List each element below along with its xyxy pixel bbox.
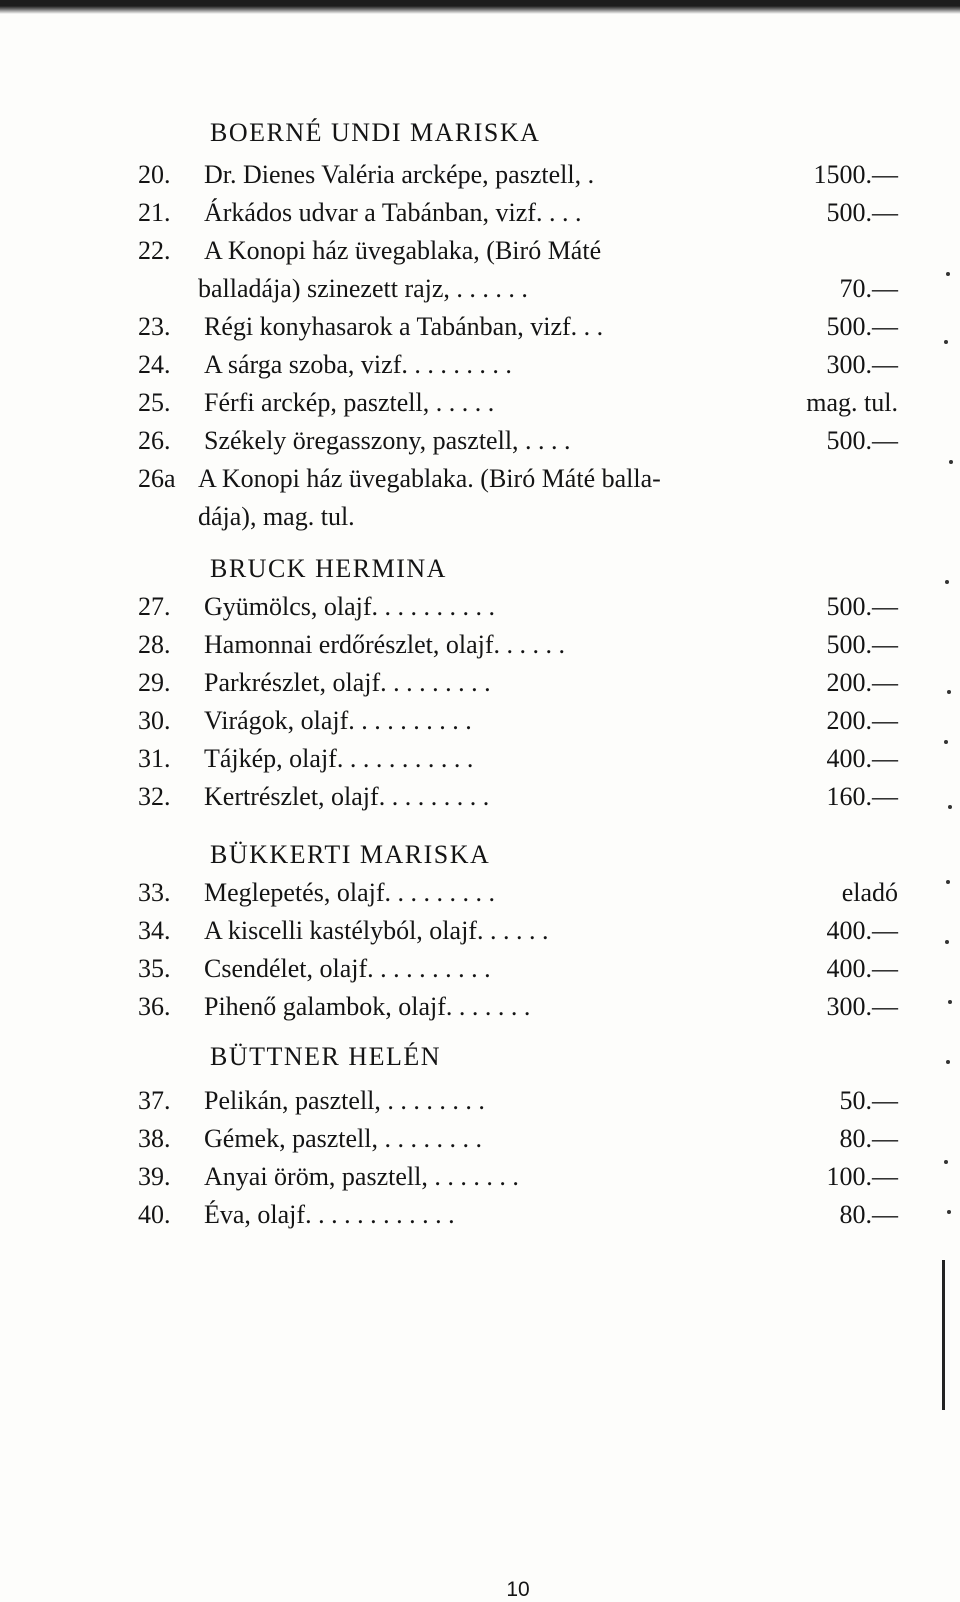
entry-price: 200.— [826,668,898,697]
entry-price: 500.— [826,198,898,227]
entry-title: Gyümölcs, olajf. . . . . . . . . . [204,592,496,621]
catalog-entry-continued [138,272,898,306]
catalog-entry [138,234,898,268]
entry-price: 160.— [826,782,898,811]
entry-title: A Konopi ház üvegablaka, (Biró Máté [204,236,602,265]
entry-price: 400.— [826,744,898,773]
entry-title: A kiscelli kastélyból, olajf. . . . . . [204,916,549,945]
entry-price: 500.— [826,312,898,341]
catalog-entry [138,952,898,986]
entry-number: 34. [138,916,171,945]
catalog-entry [138,666,898,700]
entry-price: eladó [841,878,898,907]
page-number: 10 [506,1578,530,1601]
catalog-entry [138,590,898,624]
entry-number: 26. [138,426,171,455]
entry-title: Anyai öröm, pasztell, . . . . . . . [204,1162,519,1191]
entry-title: A sárga szoba, vizf. . . . . . . . . [204,350,512,379]
catalog-entry [138,1198,898,1232]
entry-title: Tájkép, olajf. . . . . . . . . . . [204,744,474,773]
section-heading: BÜTTNER HELÉN [210,1042,442,1071]
section-heading: BÜKKERTI MARISKA [210,840,491,869]
entry-title: Régi konyhasarok a Tabánban, vizf. . . [204,312,604,341]
entry-number: 35. [138,954,171,983]
entry-title: Pelikán, pasztell, . . . . . . . . [204,1086,485,1115]
entry-title-continued: balladája) szinezett rajz, . . . . . . [198,274,528,303]
catalog-entry [138,914,898,948]
scan-edge-mark [942,1260,945,1410]
entry-number: 39. [138,1162,171,1191]
catalog-entry [138,1160,898,1194]
entry-title: Árkádos udvar a Tabánban, vizf. . . . [204,198,582,227]
entry-title: A Konopi ház üvegablaka. (Biró Máté balla- [198,464,661,493]
catalog-entry [138,1122,898,1156]
catalog-entry [138,158,898,192]
entry-number: 21. [138,198,171,227]
entry-number: 23. [138,312,171,341]
catalog-entry [138,704,898,738]
entry-price: 400.— [826,954,898,983]
entry-number: 27. [138,592,171,621]
entry-price: 300.— [826,992,898,1021]
catalog-entry [138,424,898,458]
entry-number: 32. [138,782,171,811]
catalog-entry [138,1084,898,1118]
catalog-entry [138,310,898,344]
entry-price: 1500.— [813,160,898,189]
entry-number: 33. [138,878,171,907]
entry-number: 31. [138,744,171,773]
entry-title: Székely öregasszony, pasztell, . . . . [204,426,571,455]
catalog-entry-continued [138,500,898,534]
catalog-entry [138,462,898,496]
entry-price: 70.— [839,274,898,303]
entry-number: 40. [138,1200,171,1229]
catalog-entry [138,876,898,910]
entry-number: 37. [138,1086,171,1115]
entry-price: 80.— [839,1200,898,1229]
catalog-entry [138,348,898,382]
entry-title: Gémek, pasztell, . . . . . . . . [204,1124,482,1153]
entry-title: Hamonnai erdőrészlet, olajf. . . . . . [204,630,565,659]
entry-price: 100.— [826,1162,898,1191]
entry-price: 50.— [839,1086,898,1115]
entry-price: 300.— [826,350,898,379]
entry-title: Férfi arckép, pasztell, . . . . . [204,388,495,417]
entry-number: 24. [138,350,171,379]
entry-number: 38. [138,1124,171,1153]
entry-price: 500.— [826,592,898,621]
entry-number: 30. [138,706,171,735]
entry-title: Éva, olajf. . . . . . . . . . . . [204,1200,455,1229]
entry-title: Dr. Dienes Valéria arcképe, pasztell, . [204,160,595,189]
section-heading: BRUCK HERMINA [210,554,447,583]
catalog-entry [138,196,898,230]
entry-price: mag. tul. [806,388,898,417]
catalog-entry [138,780,898,814]
entry-price: 400.— [826,916,898,945]
entry-number: 29. [138,668,171,697]
entry-title: Meglepetés, olajf. . . . . . . . . [204,878,495,907]
entry-title-continued: dája), mag. tul. [198,502,355,531]
entry-number: 28. [138,630,171,659]
catalog-entry [138,386,898,420]
entry-title: Pihenő galambok, olajf. . . . . . . [204,992,531,1021]
entry-number: 36. [138,992,171,1021]
entry-number: 22. [138,236,171,265]
entry-number: 25. [138,388,171,417]
entry-price: 500.— [826,426,898,455]
entry-title: Kertrészlet, olajf. . . . . . . . . [204,782,490,811]
entry-price: 80.— [839,1124,898,1153]
entry-price: 500.— [826,630,898,659]
catalog-entry [138,742,898,776]
entry-number: 26a [138,464,176,493]
entry-title: Parkrészlet, olajf. . . . . . . . . [204,668,491,697]
catalog-entry [138,628,898,662]
entry-title: Csendélet, olajf. . . . . . . . . . [204,954,491,983]
section-heading: BOERNÉ UNDI MARISKA [210,118,541,147]
entry-title: Virágok, olajf. . . . . . . . . . [204,706,472,735]
catalog-entry [138,990,898,1024]
entry-price: 200.— [826,706,898,735]
entry-number: 20. [138,160,171,189]
